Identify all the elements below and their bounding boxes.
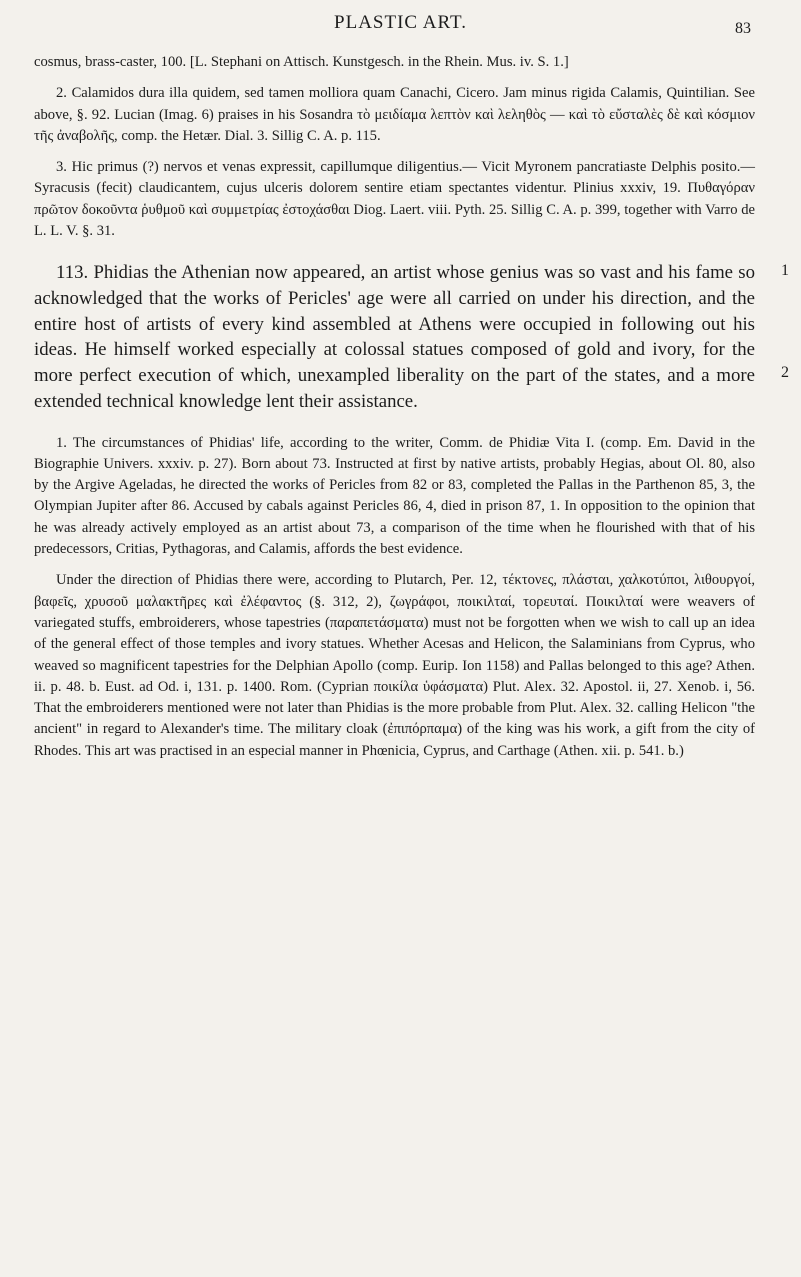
page-title: PLASTIC ART. xyxy=(334,12,467,33)
footnote-continuation: cosmus, brass-caster, 100. [L. Stephani on Attisch. Kunstgesch. in the Rhein. Mus. iv. S. 1.] xyxy=(34,54,569,70)
section-113 xyxy=(34,260,789,414)
margin-note-ref-2: 2 xyxy=(781,364,789,382)
footnote-pythagoras: 3. Hic primus (?) nervos et venas expressit, capillumque diligentius.— Vicit Myronem pancratiaste Delphis posito.—Syracusis (fecit) claudicantem, cujus ulceris dolorem sentire etiam spectantes videntur. Plinius xxxiv, 19. Πυθαγόραν πρῶτον δοκοῦντα ῥυθμοῦ καὶ συμμετρίας ἐστοχάσθαι Diog. Laert. viii. Pyth. 25. Sillig C. A. p. 399, together with Varro de L. L. V. §. 31. xyxy=(34,159,755,240)
running-header xyxy=(0,12,801,42)
footnote-phidias-workers: Under the direction of Phidias there were, according to Plutarch, Per. 12, τέκτονες, πλάσται, χαλκοτύποι, λιθουργοί, βαφεῖς, χρυσοῦ μαλακτῆρες καὶ ἐλέφαντος (§. 312, 2), ζωγράφοι, ποικιλταί, τορευταί. Ποικιλταί were weavers of variegated stuffs, embroiderers, whose tapestries (παραπετάσματα) must not be forgotten when we wish to call up an idea of the general effect of those temples and ivory statues. Whether Acesas and Helicon, the Salaminians from Cyprus, who weaved so magnificent tapestries for the Delphian Apollo (comp. Eurip. Ion 1158) and Pallas belonged to this age? Athen. ii. p. 48. b. Eust. ad Od. i, 131. p. 1400. Rom. (Cyprian ποικίλα ὑφάσματα) Plut. Alex. 32. Apostol. ii, 27. Xenob. i, 56. That the embroiderers mentioned were not later than Phidias is the more probable from Plut. Alex. 32. calling Helicon "the ancient" in regard to Alexander's time. The military cloak (ἐπιπόρπαμα) of the king was his work, a gift from the city of Rhodes. This art was practised in an especial manner in Phœnicia, Cyprus, and Carthage (Athen. xii. p. 541. b.) xyxy=(34,572,755,759)
section-113-text: Phidias the Athenian now appeared, an artist whose genius was so vast and his fame so acknowledged that the works of Pericles' age were all carried on under his direction, and the entire host of artists of every kind assembled at Athens were occupied in following out his ideas. He himself worked especially at colossal statues composed of gold and ivory, for the more perfect execution of which, unexampled liberality on the part of the states, and a more extended technical knowledge lent their assistance. xyxy=(34,262,755,412)
page-body xyxy=(34,52,789,762)
footnote-calamis: 2. Calamidos dura illa quidem, sed tamen molliora quam Canachi, Cicero. Jam minus rigida Calamis, Quintilian. See above, §. 92. Lucian (Imag. 6) praises in his Sosandra τὸ μειδίαμα λεπτὸν καὶ λεληθὸς — καὶ τὸ εὔσταλὲς δὲ καὶ κόσμιον τῆς ἀναβολῆς, comp. the Hetær. Dial. 3. Sillig C. A. p. 115. xyxy=(34,85,755,144)
footnote-phidias-life: 1. The circumstances of Phidias' life, according to the writer, Comm. de Phidiæ Vita I. (comp. Em. David in the Biographie Univers. xxxiv. p. 27). Born about 73. Instructed at first by native artists, probably Hegias, about Ol. 80, also by the Argive Ageladas, he directed the works of Pericles from 82 or 83, completed the Pallas in the Parthenon 85, 3, the Olympian Jupiter after 86. Accused by cabals against Pericles 86, 4, died in prison 87, 1. In opposition to the opinion that he was already actively employed as an artist about 73, a comparison of the time when he flourished with that of his predecessors, Critias, Pythagoras, and Calamis, affords the best evidence. xyxy=(34,434,755,558)
margin-note-ref-1: 1 xyxy=(781,262,789,280)
page-number: 83 xyxy=(735,20,751,37)
section-number: 113. xyxy=(56,262,89,284)
section-113-paragraph xyxy=(34,260,755,414)
